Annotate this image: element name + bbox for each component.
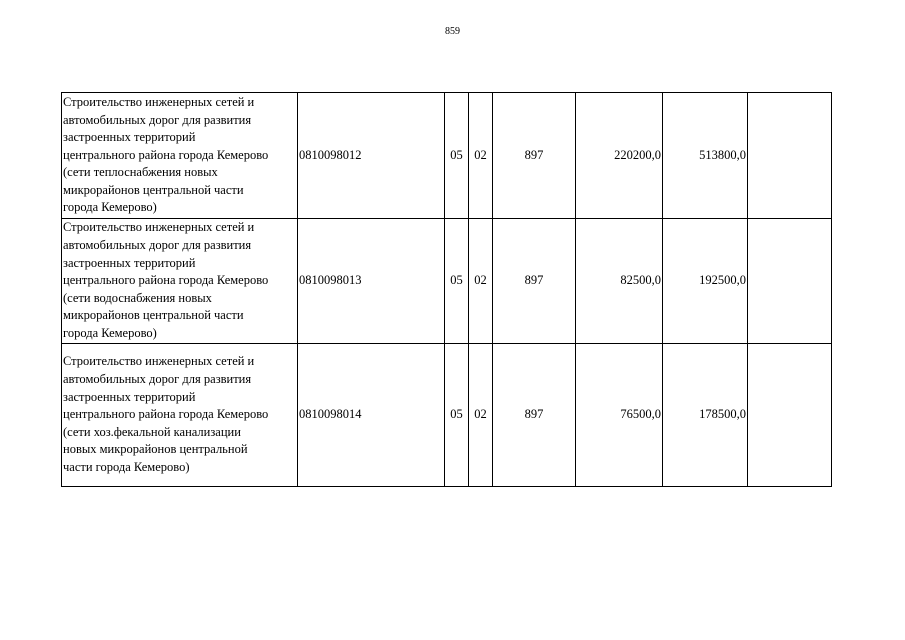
department-code-cell: 897 bbox=[493, 344, 576, 487]
target-code-cell: 0810098014 bbox=[298, 344, 445, 487]
department-code-cell: 897 bbox=[493, 219, 576, 344]
amount-1-cell: 220200,0 bbox=[576, 93, 663, 219]
department-code-cell: 897 bbox=[493, 93, 576, 219]
table-row bbox=[62, 344, 832, 487]
amount-3-cell bbox=[748, 93, 832, 219]
section-cell: 05 bbox=[445, 344, 469, 487]
amount-2-cell: 513800,0 bbox=[663, 93, 748, 219]
amount-3-cell bbox=[748, 344, 832, 487]
expense-name-cell: Строительство инженерных сетей и автомобильных дорог для развития застроенных территорий центрального района города Кемерово (сети теплоснабжения новых микрорайонов центральной части города Кемерово) bbox=[62, 93, 298, 219]
amount-2-cell: 192500,0 bbox=[663, 219, 748, 344]
page-number: 859 bbox=[445, 26, 460, 37]
subsection-cell: 02 bbox=[469, 219, 493, 344]
expense-name-cell: Строительство инженерных сетей и автомобильных дорог для развития застроенных территорий центрального района города Кемерово (сети хоз.фекальной канализации новых микрорайонов центральной части города Кемерово) bbox=[62, 344, 298, 487]
amount-2-cell: 178500,0 bbox=[663, 344, 748, 487]
expense-name-cell: Строительство инженерных сетей и автомобильных дорог для развития застроенных территорий центрального района города Кемерово (сети водоснабжения новых микрорайонов центральной части города Кемерово) bbox=[62, 219, 298, 344]
subsection-cell: 02 bbox=[469, 344, 493, 487]
budget-table bbox=[61, 92, 832, 487]
target-code-cell: 0810098012 bbox=[298, 93, 445, 219]
target-code-cell: 0810098013 bbox=[298, 219, 445, 344]
table-row bbox=[62, 219, 832, 344]
section-cell: 05 bbox=[445, 93, 469, 219]
section-cell: 05 bbox=[445, 219, 469, 344]
table-row bbox=[62, 93, 832, 219]
amount-1-cell: 76500,0 bbox=[576, 344, 663, 487]
amount-3-cell bbox=[748, 219, 832, 344]
amount-1-cell: 82500,0 bbox=[576, 219, 663, 344]
subsection-cell: 02 bbox=[469, 93, 493, 219]
